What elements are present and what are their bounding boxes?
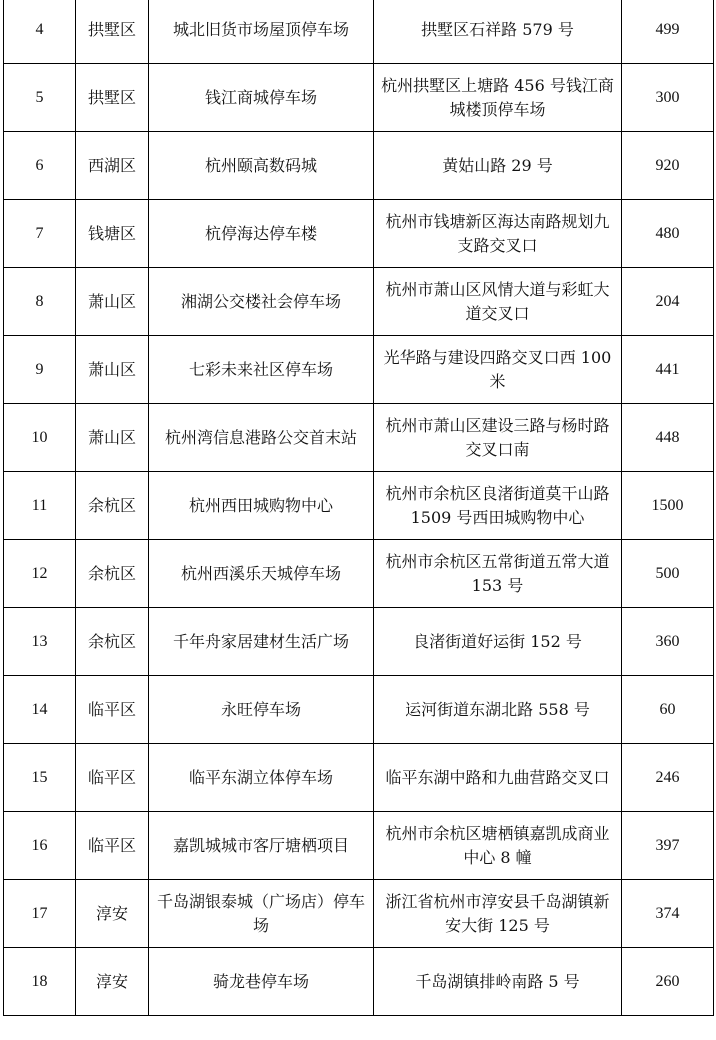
cell-parking-name: 钱江商城停车场 — [149, 64, 374, 132]
cell-spaces: 500 — [622, 540, 714, 608]
table-row — [4, 336, 714, 404]
cell-number: 7 — [4, 200, 76, 268]
table-row — [4, 472, 714, 540]
cell-district: 淳安 — [76, 880, 149, 948]
table-row — [4, 268, 714, 336]
table-row — [4, 64, 714, 132]
cell-number: 4 — [4, 0, 76, 64]
table-row — [4, 200, 714, 268]
cell-parking-name: 杭停海达停车楼 — [149, 200, 374, 268]
cell-parking-name: 杭州西溪乐天城停车场 — [149, 540, 374, 608]
table-row — [4, 540, 714, 608]
cell-district: 钱塘区 — [76, 200, 149, 268]
cell-address: 运河街道东湖北路 558 号 — [374, 676, 622, 744]
cell-address: 杭州市余杭区塘栖镇嘉凯成商业中心 8 幢 — [374, 812, 622, 880]
cell-parking-name: 千年舟家居建材生活广场 — [149, 608, 374, 676]
cell-address: 杭州市余杭区五常街道五常大道 153 号 — [374, 540, 622, 608]
cell-spaces: 374 — [622, 880, 714, 948]
cell-district: 临平区 — [76, 744, 149, 812]
cell-district: 临平区 — [76, 812, 149, 880]
cell-number: 8 — [4, 268, 76, 336]
cell-number: 9 — [4, 336, 76, 404]
cell-spaces: 260 — [622, 948, 714, 1016]
cell-parking-name: 七彩未来社区停车场 — [149, 336, 374, 404]
cell-address: 杭州市萧山区风情大道与彩虹大道交叉口 — [374, 268, 622, 336]
parking-lot-table — [3, 0, 714, 1016]
cell-spaces: 441 — [622, 336, 714, 404]
cell-parking-name: 千岛湖银泰城（广场店）停车场 — [149, 880, 374, 948]
cell-number: 13 — [4, 608, 76, 676]
cell-address: 杭州市萧山区建设三路与杨时路交叉口南 — [374, 404, 622, 472]
cell-number: 12 — [4, 540, 76, 608]
cell-parking-name: 城北旧货市场屋顶停车场 — [149, 0, 374, 64]
cell-address: 杭州市余杭区良渚街道莫干山路 1509 号西田城购物中心 — [374, 472, 622, 540]
table-row — [4, 948, 714, 1016]
cell-parking-name: 骑龙巷停车场 — [149, 948, 374, 1016]
table-row — [4, 608, 714, 676]
cell-spaces: 360 — [622, 608, 714, 676]
cell-number: 10 — [4, 404, 76, 472]
cell-spaces: 920 — [622, 132, 714, 200]
cell-spaces: 1500 — [622, 472, 714, 540]
cell-parking-name: 嘉凯城城市客厅塘栖项目 — [149, 812, 374, 880]
cell-parking-name: 杭州西田城购物中心 — [149, 472, 374, 540]
cell-number: 6 — [4, 132, 76, 200]
cell-parking-name: 永旺停车场 — [149, 676, 374, 744]
cell-district: 拱墅区 — [76, 64, 149, 132]
cell-spaces: 397 — [622, 812, 714, 880]
table-row — [4, 812, 714, 880]
cell-district: 余杭区 — [76, 608, 149, 676]
cell-number: 11 — [4, 472, 76, 540]
cell-district: 萧山区 — [76, 336, 149, 404]
cell-spaces: 480 — [622, 200, 714, 268]
cell-spaces: 499 — [622, 0, 714, 64]
cell-address: 杭州拱墅区上塘路 456 号钱江商城楼顶停车场 — [374, 64, 622, 132]
cell-address: 临平东湖中路和九曲营路交叉口 — [374, 744, 622, 812]
cell-district: 余杭区 — [76, 472, 149, 540]
cell-spaces: 448 — [622, 404, 714, 472]
table-row — [4, 880, 714, 948]
cell-address: 杭州市钱塘新区海达南路规划九支路交叉口 — [374, 200, 622, 268]
table-row — [4, 0, 714, 64]
cell-address: 黄姑山路 29 号 — [374, 132, 622, 200]
cell-address: 拱墅区石祥路 579 号 — [374, 0, 622, 64]
cell-spaces: 300 — [622, 64, 714, 132]
table-body — [4, 0, 714, 1016]
cell-spaces: 246 — [622, 744, 714, 812]
cell-district: 淳安 — [76, 948, 149, 1016]
table-row — [4, 744, 714, 812]
cell-spaces: 60 — [622, 676, 714, 744]
cell-district: 萧山区 — [76, 404, 149, 472]
cell-address: 良渚街道好运街 152 号 — [374, 608, 622, 676]
cell-district: 西湖区 — [76, 132, 149, 200]
table-row — [4, 132, 714, 200]
cell-parking-name: 湘湖公交楼社会停车场 — [149, 268, 374, 336]
cell-number: 5 — [4, 64, 76, 132]
cell-parking-name: 临平东湖立体停车场 — [149, 744, 374, 812]
cell-address: 千岛湖镇排岭南路 5 号 — [374, 948, 622, 1016]
cell-parking-name: 杭州湾信息港路公交首末站 — [149, 404, 374, 472]
table-row — [4, 404, 714, 472]
cell-number: 15 — [4, 744, 76, 812]
cell-district: 拱墅区 — [76, 0, 149, 64]
cell-number: 16 — [4, 812, 76, 880]
cell-spaces: 204 — [622, 268, 714, 336]
cell-number: 14 — [4, 676, 76, 744]
cell-number: 18 — [4, 948, 76, 1016]
cell-address: 光华路与建设四路交叉口西 100 米 — [374, 336, 622, 404]
cell-parking-name: 杭州颐高数码城 — [149, 132, 374, 200]
cell-district: 萧山区 — [76, 268, 149, 336]
cell-number: 17 — [4, 880, 76, 948]
table-row — [4, 676, 714, 744]
cell-address: 浙江省杭州市淳安县千岛湖镇新安大街 125 号 — [374, 880, 622, 948]
cell-district: 余杭区 — [76, 540, 149, 608]
cell-district: 临平区 — [76, 676, 149, 744]
